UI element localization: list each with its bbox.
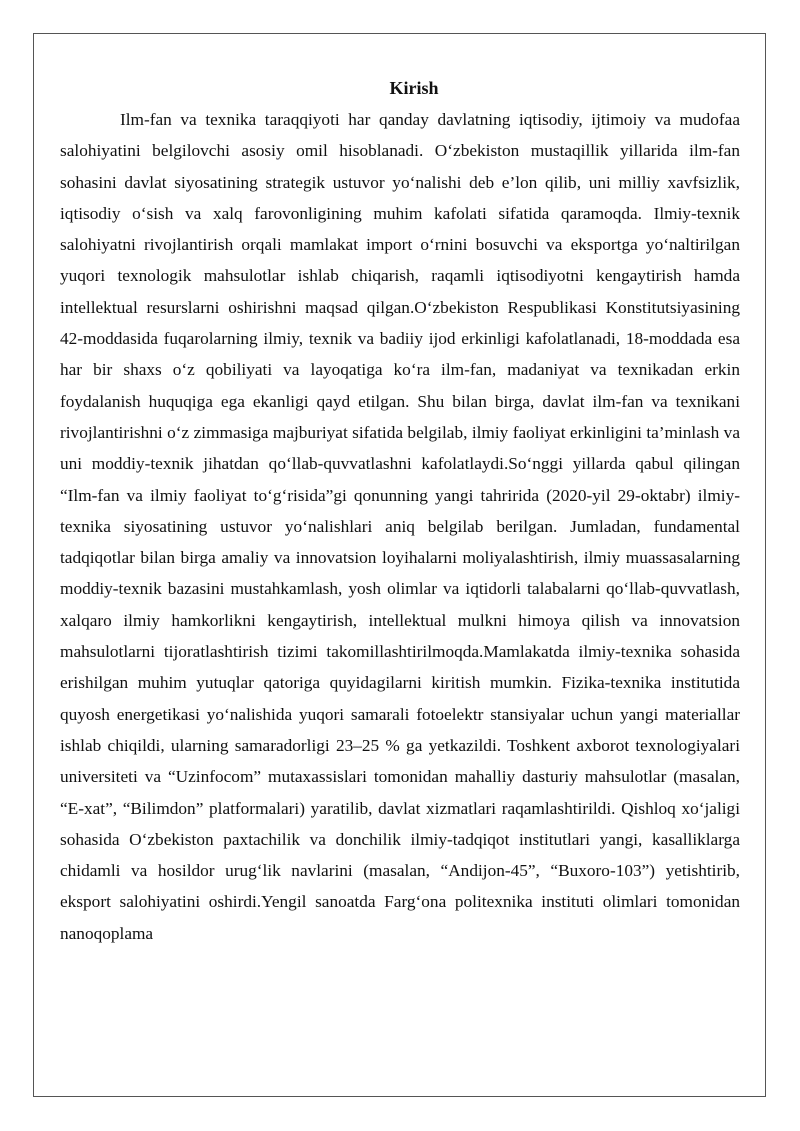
body-paragraph: Ilm-fan va texnika taraqqiyoti har qanday davlatning iqtisodiy, ijtimoiy va mudofaa salohiyatini belgilovchi asosiy omil hisoblanadi. O‘zbekiston mustaqillik yillarida ilm-fan sohasini davlat siyosatining strategik ustuvor yo‘nalishi deb e’lon qilib, uni milliy xavfsizlik, iqtisodiy o‘sish va xalq farovonligining muhim kafolati sifatida qaramoqda. Ilmiy-texnik salohiyatni rivojlantirish orqali mamlakat import o‘rnini bosuvchi va eksportga yo‘naltirilgan yuqori texnologik mahsulotlar ishlab chiqarish, raqamli iqtisodiyotni kengaytirish hamda intellektual resurslarni oshirishni maqsad qilgan.O‘zbekiston Respublikasi Konstitutsiyasining 42-moddasida fuqarolarning ilmiy, texnik va badiiy ijod erkinligi kafolatlanadi, 18-moddada esa har bir shaxs o‘z qobiliyati va layoqatiga ko‘ra ilm-fan, madaniyat va texnikadan erkin foydalanish huquqiga ega ekanligi qayd etilgan. Shu bilan birga, davlat ilm-fan va texnikani rivojlantirishni o‘z zimmasiga majburiyat sifatida belgilab, ilmiy faoliyat erkinligini ta’minlash va uni moddiy-texnik jihatdan qo‘llab-quvvatlashni kafolatlaydi.So‘nggi yillarda qabul qilingan “Ilm-fan va ilmiy faoliyat to‘g‘risida”gi qonunning yangi tahririda (2020-yil 29-oktabr) ilmiy-texnika siyosatining ustuvor yo‘nalishlari aniq belgilab berilgan. Jumladan, fundamental tadqiqotlar bilan birga amaliy va innovatsion loyihalarni moliyalashtirish, ilmiy muassasalarning moddiy-texnik bazasini mustahkamlash, yosh olimlar va iqtidorli talabalarni qo‘llab-quvvatlash, xalqaro ilmiy hamkorlikni kengaytirish, intellektual mulkni himoya qilish va innovatsion mahsulotlarni tijoratlashtirish tizimi takomillashtirilmoqda.Mamlakatda ilmiy-texnika sohasida erishilgan muhim yutuqlar qatoriga quyidagilarni kiritish mumkin. Fizika-texnika institutida quyosh energetikasi yo‘nalishida yuqori samarali fotoelektr stansiyalar uchun yangi materiallar ishlab chiqildi, ularning samaradorligi 23–25 % ga yetkazildi. Toshkent axborot texnologiyalari universiteti va “Uzinfocom” mutaxassislari tomonidan mahalliy dasturiy mahsulotlar (masalan, “E-xat”, “Bilimdon” platformalari) yaratilib, davlat xizmatlari raqamlashtirildi. Qishloq xo‘jaligi sohasida O‘zbekiston paxtachilik va donchilik ilmiy-tadqiqot institutlari yangi, kasalliklarga chidamli va hosildor urug‘lik navlarini (masalan, “Andijon-45”, “Buxoro-103”) yetishtirib, eksport salohiyatini oshirdi.Yengil sanoatda Farg‘ona politexnika instituti olimlari tomonidan nanoqoplama xyxy=(60,110,740,943)
document-body xyxy=(60,72,740,949)
page-title: Kirish xyxy=(389,78,439,98)
